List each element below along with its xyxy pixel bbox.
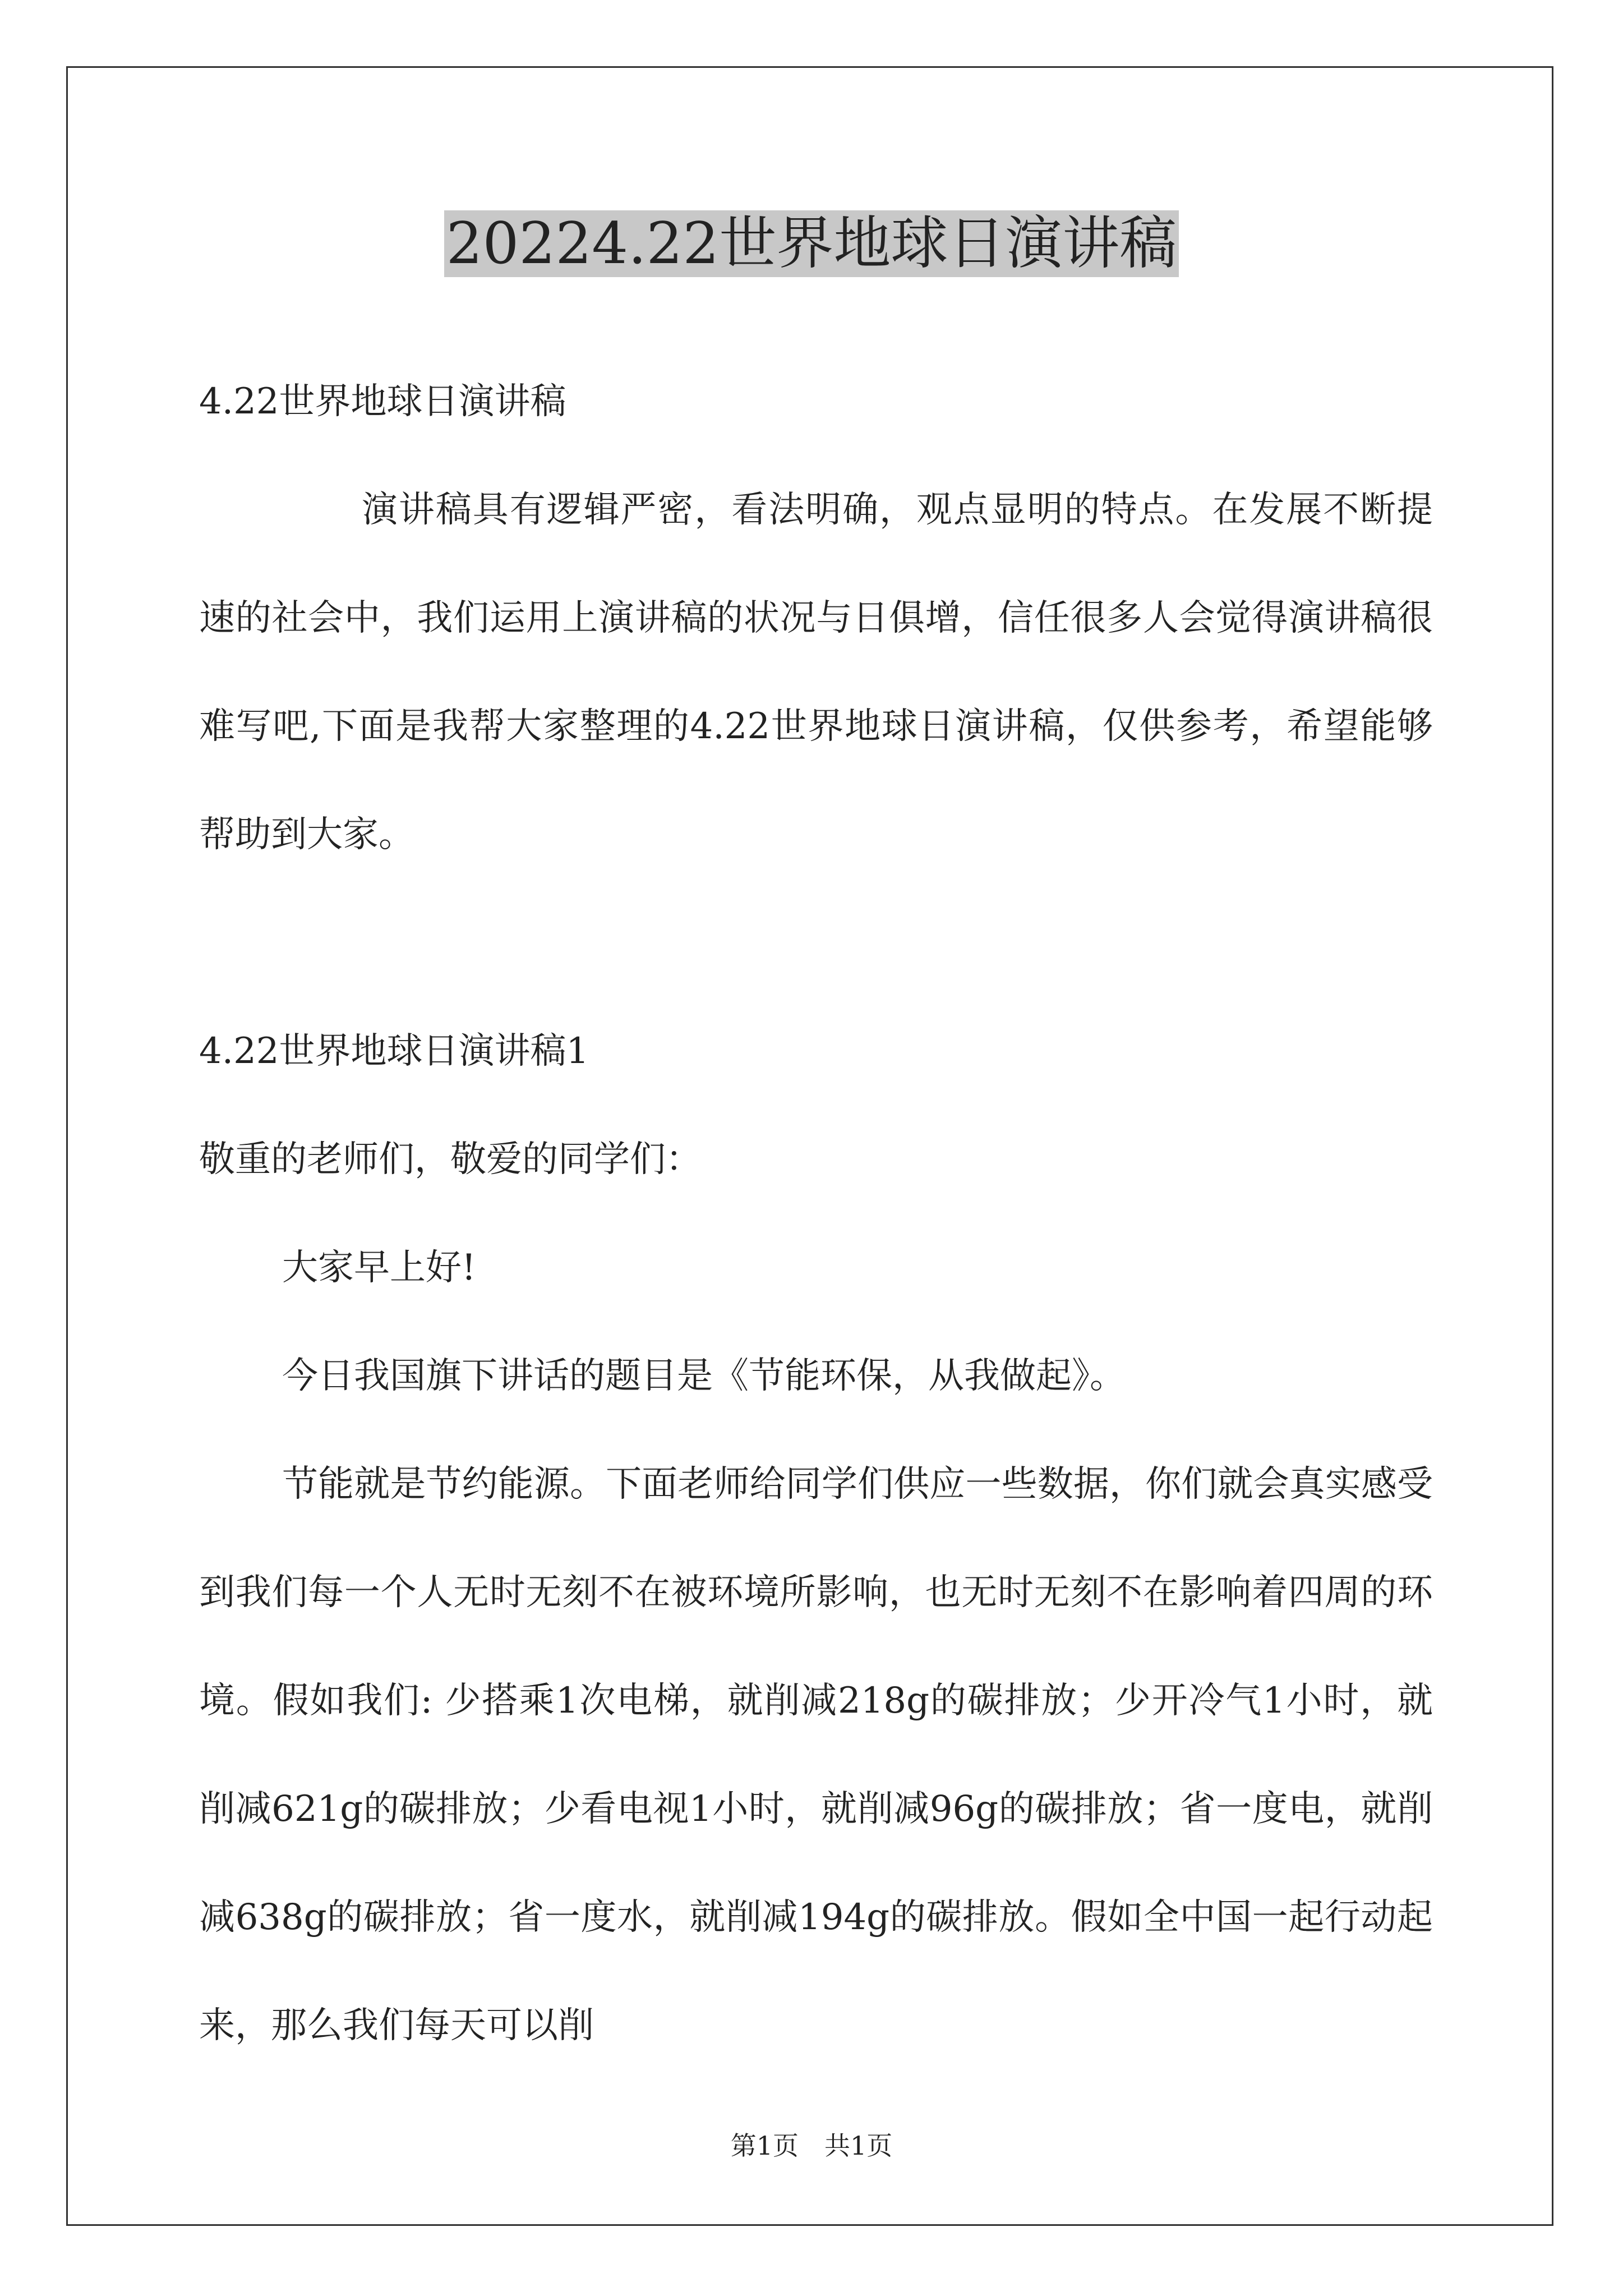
document-title	[0, 205, 1623, 283]
salutation: 敬重的老师们，敬爱的同学们：	[199, 1139, 702, 1180]
greeting: 大家早上好!	[282, 1247, 476, 1289]
document-body	[199, 348, 1433, 2080]
speech-topic: 今日我国旗下讲话的题目是《节能环保，从我做起》。	[282, 1355, 1126, 1397]
paragraph-gap	[199, 889, 1433, 997]
document-title-text: 20224.22世界地球日演讲稿	[444, 210, 1179, 277]
document-subtitle: 4.22世界地球日演讲稿	[199, 381, 566, 422]
section-heading: 4.22世界地球日演讲稿1	[199, 1030, 589, 1072]
body-paragraph: 节能就是节约能源。下面老师给同学们供应一些数据，你们就会真实感受到我们每一个人无时无刻不在被环境所影响，也无时无刻不在影响着四周的环境。假如我们: 少搭乘1次电梯，就削减218g的碳排放；少开冷气1小时，就削减621g的碳排放；少看电视1小时，就削减96g的碳排放；省一度电，就削减638g的碳排放；省一度水，就削减194g的碳排放。假如全中国一起行动起来，那么我们每天可以削	[199, 1464, 1433, 2046]
intro-paragraph: 演讲稿具有逻辑严密，看法明确，观点显明的特点。在发展不断提速的社会中，我们运用上演讲稿的状况与日俱增，信任很多人会觉得演讲稿很难写吧,下面是我帮大家整理的4.22世界地球日演讲稿，仅供参考，希望能够帮助到大家。	[199, 489, 1433, 855]
page-footer: 第1页 共1页	[730, 2131, 893, 2161]
